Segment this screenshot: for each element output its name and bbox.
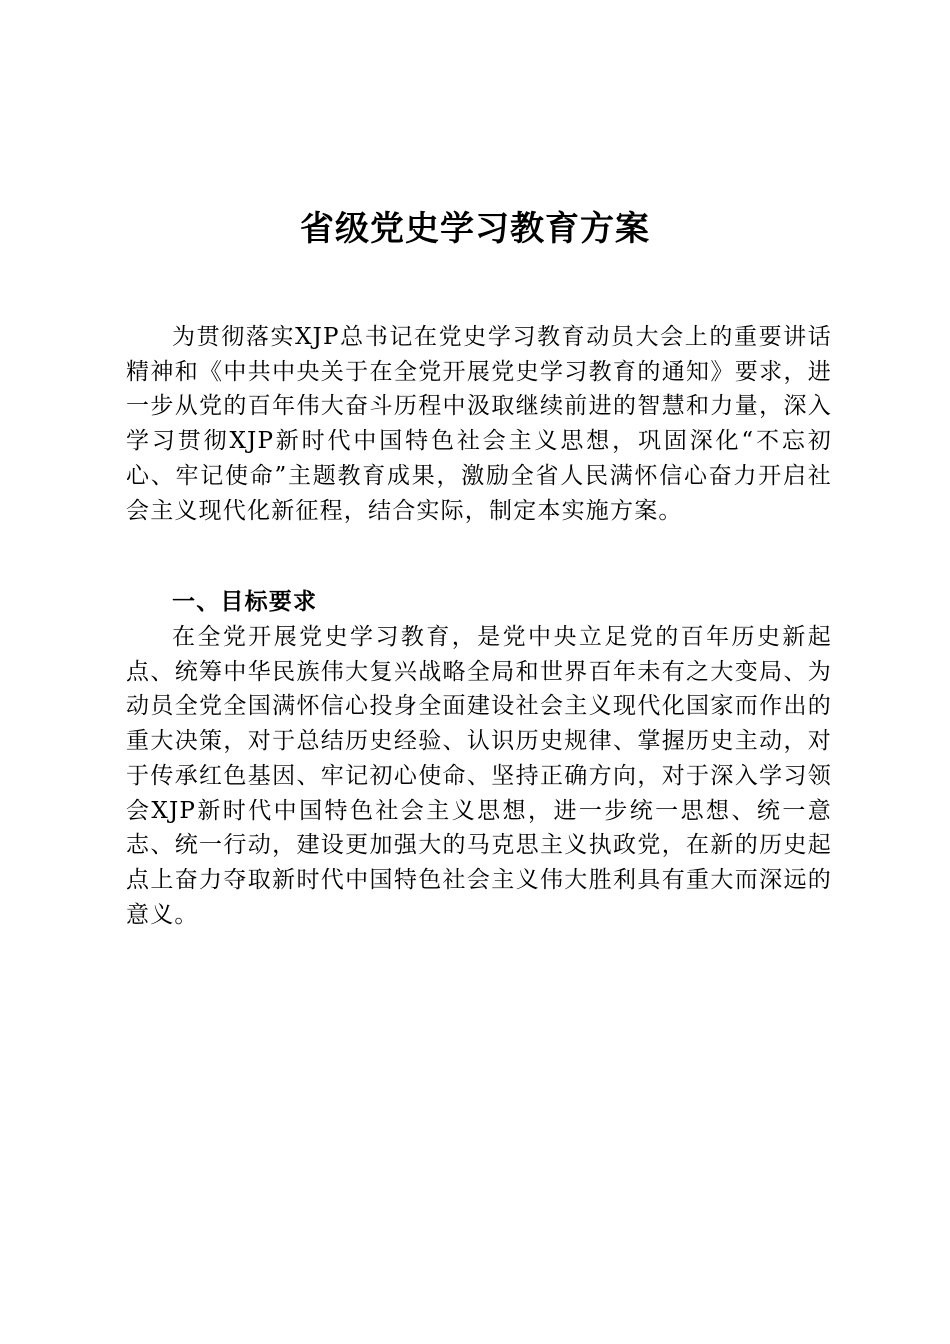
intro-paragraph: 为贯彻落实XJP总书记在党史学习教育动员大会上的重要讲话精神和《中共中央关于在全党开展党史学习教育的通知》要求，进一步从党的百年伟大奋斗历程中汲取继续前进的智慧和力量，深入学习贯彻XJP新时代中国特色社会主义思想，巩固深化“不忘初心、牢记使命”主题教育成果，激励全省人民满怀信心奋力开启社会主义现代化新征程，结合实际，制定本实施方案。 (126, 324, 832, 524)
section-heading-goals: 一、目标要求 (172, 589, 318, 615)
document-title: 省级党史学习教育方案 (300, 209, 650, 249)
section-paragraph-goals: 在全党开展党史学习教育，是党中央立足党的百年历史新起点、统筹中华民族伟大复兴战略全局和世界百年未有之大变局、为动员全党全国满怀信心投身全面建设社会主义现代化国家而作出的重大决策，对于总结历史经验、认识历史规律、掌握历史主动，对于传承红色基因、牢记初心使命、坚持正确方向，对于深入学习领会XJP新时代中国特色社会主义思想，进一步统一思想、统一意志、统一行动，建设更加强大的马克思主义执政党，在新的历史起点上奋力夺取新时代中国特色社会主义伟大胜利具有重大而深远的意义。 (126, 624, 832, 928)
